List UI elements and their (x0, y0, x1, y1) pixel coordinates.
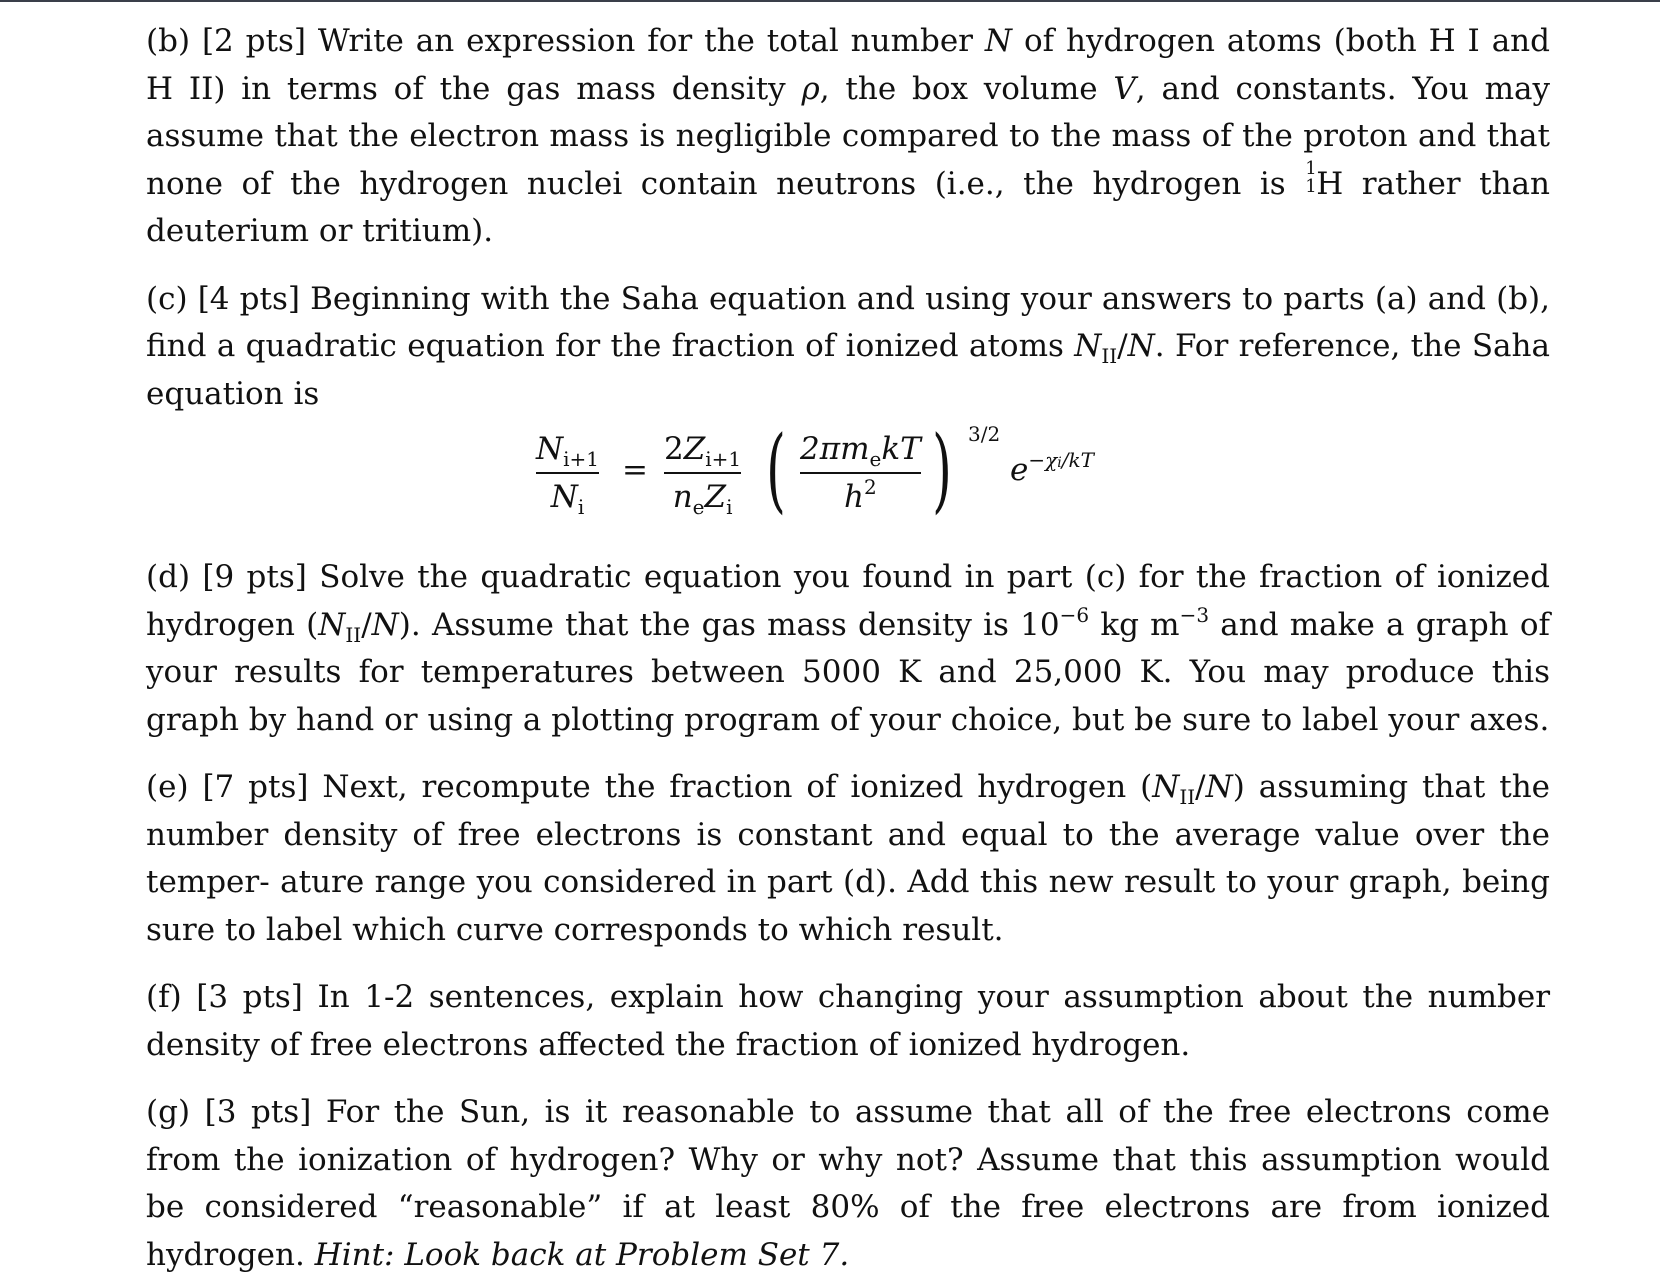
top-rule (0, 0, 1660, 2)
part-b-points: [2 pts] (201, 23, 306, 59)
part-d-text-3: kg m (1089, 606, 1180, 643)
exp-sup: −χ (1028, 448, 1058, 472)
mid-num-coef: 2 (664, 431, 684, 467)
part-f-points: [3 pts] (196, 979, 303, 1015)
part-d-label: (d) (146, 559, 191, 595)
paren-den-sup: 2 (864, 474, 877, 499)
part-e-points: [7 pts] (202, 769, 309, 805)
part-g-label: (g) (146, 1094, 191, 1130)
exp-sup-tail: /kT (1061, 448, 1094, 472)
part-e-text-1: Next, recompute the fraction of ionized hydrogen ( (322, 769, 1153, 805)
lhs-num-sub: i+1 (563, 447, 600, 471)
part-c-text-1: Beginning with the Saha equation and using your answers to parts (a) and (b), find a quadratic equation for the fraction of ionized atoms (146, 280, 1551, 364)
var-V: V (1113, 70, 1136, 107)
mid-fraction-bar (664, 472, 741, 474)
lhs-den-N: N (550, 478, 578, 515)
power-three-halves: 3/2 (968, 422, 1001, 446)
lhs-num-N: N (536, 431, 564, 467)
part-b-label: (b) (146, 23, 191, 59)
paren-den-h: h (844, 478, 865, 515)
isotope-mass-number: 1 (1305, 157, 1317, 179)
mid-den-sub: i (726, 494, 733, 519)
part-d-text-4: and make a graph of your results for temperatures between 5000 K and 25,000 K. You may produce this graph by hand or using a plotting program of your choice, but be sure to label your axes. (146, 606, 1550, 738)
part-d (146, 554, 1550, 744)
exponential-term (1010, 448, 1094, 488)
part-b-text-3: , the box volume (819, 70, 1114, 107)
part-f (146, 974, 1550, 1069)
var-N: N (1074, 328, 1102, 364)
var-rho: ρ (801, 70, 820, 107)
part-d-text-2: ). Assume that the gas mass density is 10 (398, 606, 1060, 643)
mid-den-n: n (672, 478, 693, 515)
lhs-fraction (536, 430, 600, 519)
problem-page (146, 18, 1550, 1279)
part-c-label: (c) (146, 280, 188, 317)
part-f-label: (f) (146, 979, 182, 1015)
paren-num: 2πm (800, 431, 870, 467)
part-d-text-1: Solve the quadratic equation you found in part (c) for the fraction of ionized hydrogen ( (146, 559, 1550, 643)
part-b-text-2: of hydrogen atoms (both H I and H II) in terms of the gas mass density (146, 23, 1550, 107)
exp-sup-sub: i (1057, 455, 1062, 471)
part-g-hint: Hint: Look back at Problem Set 7. (314, 1236, 850, 1273)
var-N: N (1152, 769, 1180, 805)
isotope-notation (1304, 157, 1317, 197)
part-e-text-2: ) assuming that the number density of free electrons is constant and equal to the average value over the temper- ature range you considered in part (d). Add this new result to your graph, being sure to label which curve corresponds to which result. (146, 769, 1551, 948)
exponent-density: −6 (1059, 602, 1090, 627)
isotope-symbol: H (1316, 165, 1344, 202)
part-g (146, 1089, 1550, 1279)
paren-fraction-bar (800, 472, 921, 474)
paren-fraction (800, 430, 921, 516)
part-f-text: In 1-2 sentences, explain how changing your assumption about the number density of free electrons affected the fraction of ionized hydrogen. (146, 979, 1551, 1063)
part-c-text-3: . For reference, the Saha equation is (146, 328, 1550, 412)
lhs-fraction-bar (536, 472, 599, 474)
subscript-II: II (345, 622, 362, 647)
part-e (146, 764, 1550, 954)
slash: / (361, 606, 372, 643)
part-g-text: For the Sun, is it reasonable to assume that all of the free electrons come from the ionization of hydrogen? Why or why not? Assume that this assumption would be considered “reasonable” if at least 80% of the free electrons are from ionized hydrogen. (146, 1094, 1550, 1273)
part-b-text-4: , and constants. You may assume that the electron mass is negligible compared to the mass of the proton and that none of the hydrogen nuclei contain neutrons (i.e., the hydrogen is (146, 70, 1550, 202)
slash: / (1195, 769, 1206, 805)
exp-base: e (1010, 452, 1029, 488)
part-d-points: [9 pts] (202, 559, 307, 595)
right-paren: ) (932, 416, 952, 523)
exponent-volume: −3 (1179, 602, 1210, 627)
var-N: N (984, 23, 1013, 59)
mid-fraction (664, 430, 742, 519)
part-b (146, 18, 1550, 256)
mid-num-Z: Z (683, 431, 706, 467)
mid-den-e: e (692, 494, 705, 519)
isotope-atomic-number: 1 (1305, 175, 1317, 197)
part-e-label: (e) (146, 769, 189, 805)
mid-num-sub: i+1 (705, 447, 742, 471)
subscript-II: II (1179, 785, 1196, 809)
slash: / (1117, 328, 1128, 364)
left-paren: ( (766, 416, 786, 523)
var-N: N (1127, 328, 1155, 364)
var-N: N (1205, 769, 1233, 805)
part-b-text-1: Write an expression for the total number (317, 23, 985, 59)
paren-num-sub: e (869, 447, 882, 471)
var-N: N (371, 606, 399, 643)
mid-den-Z: Z (704, 478, 727, 515)
part-c (146, 276, 1550, 419)
part-c-points: [4 pts] (197, 280, 300, 317)
equals-sign: = (622, 452, 648, 488)
part-b-text-5: rather than deuterium or tritium). (146, 165, 1550, 249)
part-g-points: [3 pts] (204, 1094, 312, 1130)
saha-equation (146, 416, 1550, 542)
lhs-den-sub: i (577, 494, 585, 519)
subscript-II: II (1101, 344, 1118, 368)
var-N: N (318, 606, 346, 643)
paren-num-tail: kT (881, 431, 921, 467)
